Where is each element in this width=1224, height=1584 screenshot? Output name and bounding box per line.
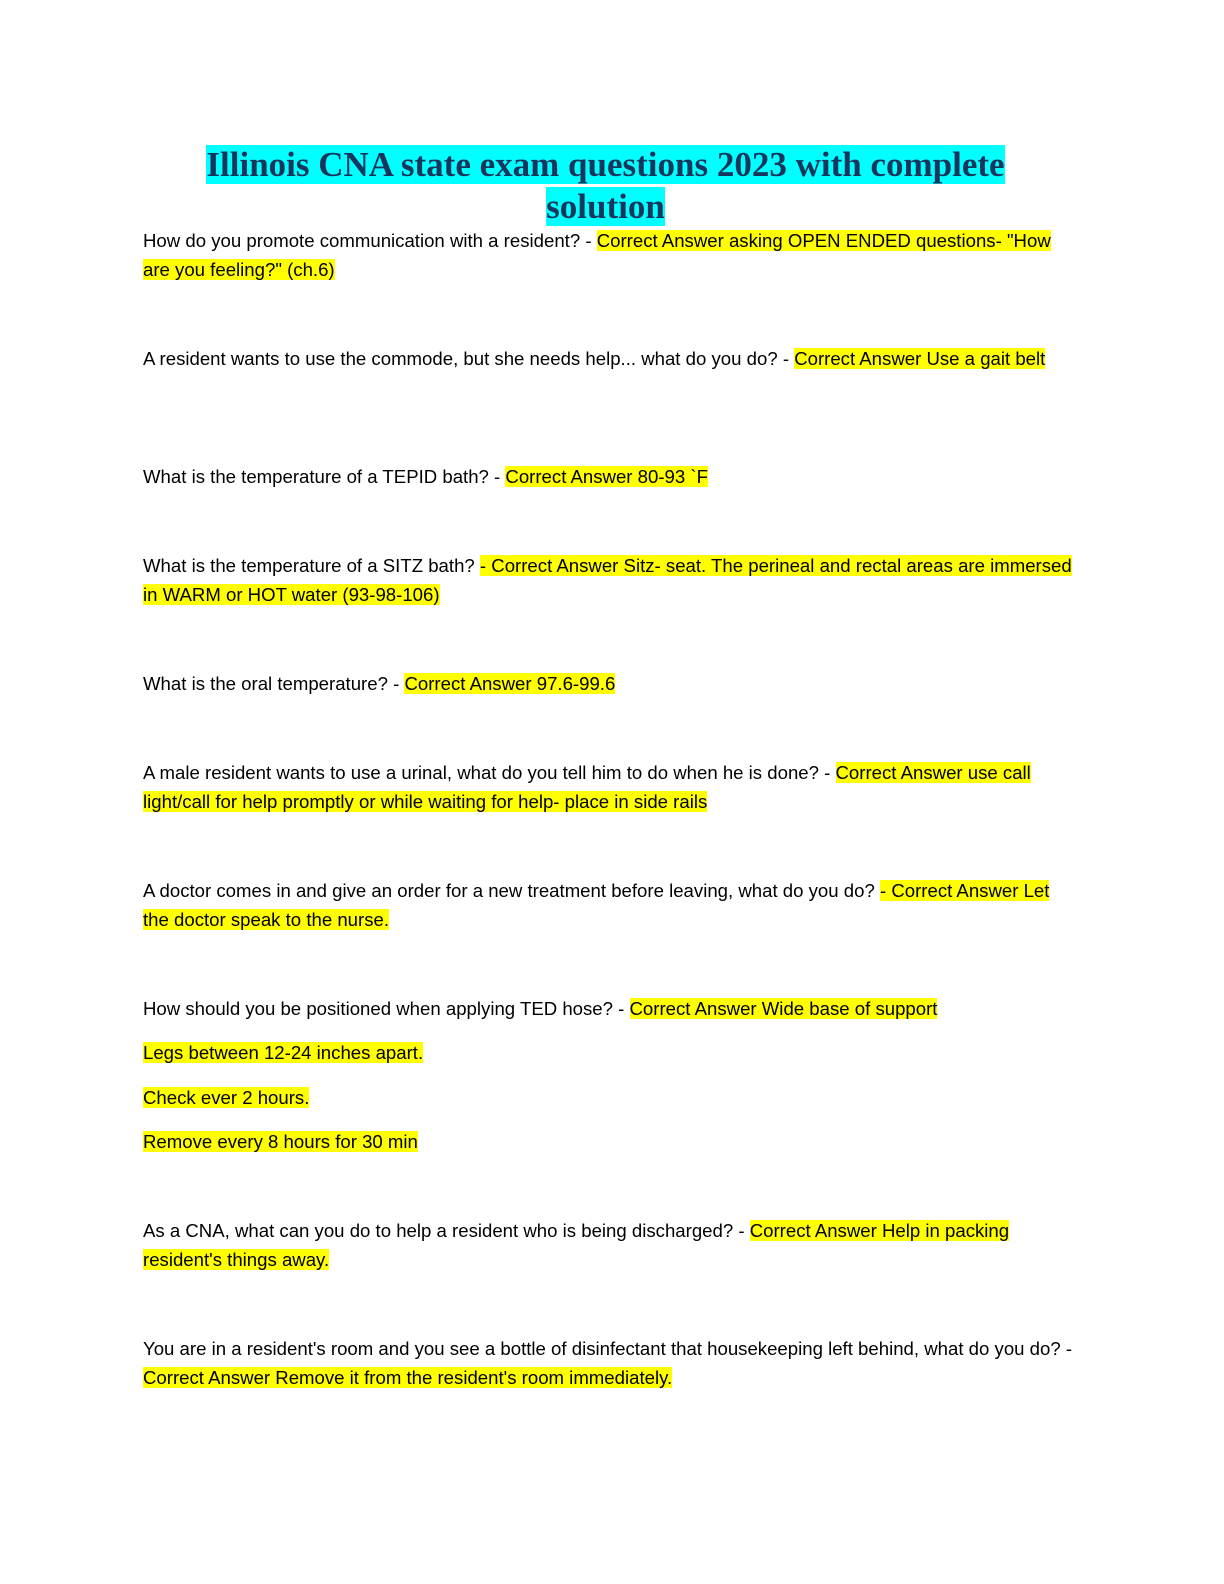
answer-text: Correct Answer 97.6-99.6 <box>404 673 616 694</box>
answer-text: Correct Answer Help in packing resident's things away. <box>143 1220 1010 1270</box>
question-text: As a CNA, what can you do to help a resident who is being discharged? - <box>143 1220 750 1241</box>
title-line-2: solution <box>546 187 665 226</box>
qa-item-10 <box>143 1334 1078 1392</box>
question-text: How do you promote communication with a resident? - <box>143 230 597 251</box>
answer-text: Correct Answer use call light/call for help promptly or while waiting for help- place in side rails <box>143 762 1031 812</box>
qa-item-7 <box>143 876 1078 934</box>
answer-text: Correct Answer asking OPEN ENDED questions- "How are you feeling?" (ch.6) <box>143 230 1051 280</box>
qa-item-3 <box>143 462 1078 491</box>
qa-item-9 <box>143 1216 1078 1274</box>
qa-item-8-extra-2 <box>143 1083 1078 1112</box>
answer-text: Correct Answer Use a gait belt <box>794 348 1046 369</box>
question-text: What is the oral temperature? - <box>143 673 405 694</box>
qa-item-4 <box>143 551 1078 609</box>
question-text: What is the temperature of a TEPID bath? - <box>143 466 506 487</box>
answer-text: Legs between 12-24 inches apart. <box>143 1042 424 1063</box>
question-text: A male resident wants to use a urinal, what do you tell him to do when he is done? - <box>143 762 836 783</box>
qa-item-8-extra-3 <box>143 1127 1078 1156</box>
title-line-1: Illinois CNA state exam questions 2023 with complete <box>206 145 1005 184</box>
answer-text: Remove every 8 hours for 30 min <box>143 1131 418 1152</box>
qa-item-6 <box>143 758 1078 816</box>
qa-item-2 <box>143 344 1078 373</box>
qa-item-5 <box>143 669 1078 698</box>
answer-text: Correct Answer Wide base of support <box>629 998 938 1019</box>
question-text: A resident wants to use the commode, but she needs help... what do you do? - <box>143 348 795 369</box>
answer-text: Correct Answer 80-93 `F <box>505 466 708 487</box>
answer-text: Check ever 2 hours. <box>143 1087 310 1108</box>
qa-item-8-extra-1 <box>143 1038 1078 1067</box>
question-text: You are in a resident's room and you see a bottle of disinfectant that housekeeping left behind, what do you do? - <box>143 1338 1073 1359</box>
answer-text: - Correct Answer Let the doctor speak to the nurse. <box>143 880 1050 930</box>
qa-item-1 <box>143 226 1078 284</box>
question-text: What is the temperature of a SITZ bath? <box>143 555 480 576</box>
qa-item-8 <box>143 994 1078 1023</box>
document-title <box>143 144 1068 228</box>
question-text: How should you be positioned when applying TED hose? - <box>143 998 630 1019</box>
answer-text: - Correct Answer Sitz- seat. The perineal and rectal areas are immersed in WARM or HOT water (93-98-106) <box>143 555 1072 605</box>
question-text: A doctor comes in and give an order for a new treatment before leaving, what do you do? <box>143 880 880 901</box>
answer-text: Correct Answer Remove it from the resident's room immediately. <box>143 1367 673 1388</box>
